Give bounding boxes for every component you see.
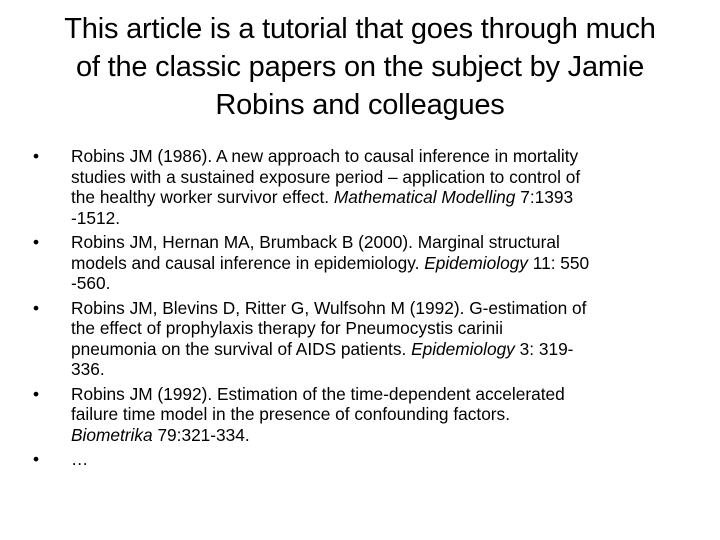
bullet-icon: •	[32, 146, 40, 166]
reference-line: the healthy worker survivor effect. Mathematical Modelling 7:1393	[71, 187, 574, 207]
reference-line: -1512.	[71, 207, 121, 228]
reference-line: Robins JM (1992). Estimation of the time-dependent accelerated	[71, 383, 565, 404]
journal-name: Biometrika	[71, 424, 153, 445]
reference-line: Robins JM, Hernan MA, Brumback B (2000). Marginal structural	[71, 232, 560, 252]
reference-item	[30, 232, 685, 294]
journal-name: Mathematical Modelling	[333, 187, 516, 207]
reference-line: the effect of prophylaxis therapy for Pneumocystis carinii	[71, 318, 503, 338]
reference-line: pneumonia on the survival of AIDS patients. Epidemiology 3: 319-	[71, 338, 574, 359]
reference-item	[30, 384, 685, 446]
bullet-icon: •	[32, 232, 40, 252]
reference-line: Robins JM, Blevins D, Ritter G, Wulfsohn M (1992). G-estimation of	[71, 297, 587, 318]
reference-line: studies with a sustained exposure period – application to control of	[71, 166, 581, 187]
bullet-icon: •	[32, 383, 40, 404]
journal-name: Epidemiology	[411, 338, 515, 359]
journal-name: Epidemiology	[424, 252, 528, 273]
reference-line: failure time model in the presence of confounding factors.	[71, 404, 511, 424]
title-line: This article is a tutorial that goes through much	[64, 13, 656, 45]
title-line: of the classic papers on the subject by Jamie	[75, 51, 645, 83]
reference-list	[30, 146, 685, 474]
reference-line: Robins JM (1986). A new approach to causal inference in mortality	[71, 146, 579, 166]
reference-item	[30, 449, 685, 470]
ellipsis-text: …	[71, 449, 89, 469]
reference-item	[30, 298, 685, 380]
bullet-icon: •	[32, 449, 40, 469]
reference-line: Biometrika 79:321-334.	[71, 424, 250, 445]
title-line: Robins and colleagues	[215, 89, 505, 121]
reference-item	[30, 146, 685, 228]
reference-line: models and causal inference in epidemiology. Epidemiology 11: 550	[71, 252, 590, 273]
bullet-icon: •	[32, 297, 40, 318]
reference-line: -560.	[71, 273, 111, 293]
slide-title	[40, 10, 680, 124]
reference-line: 336.	[71, 359, 105, 379]
